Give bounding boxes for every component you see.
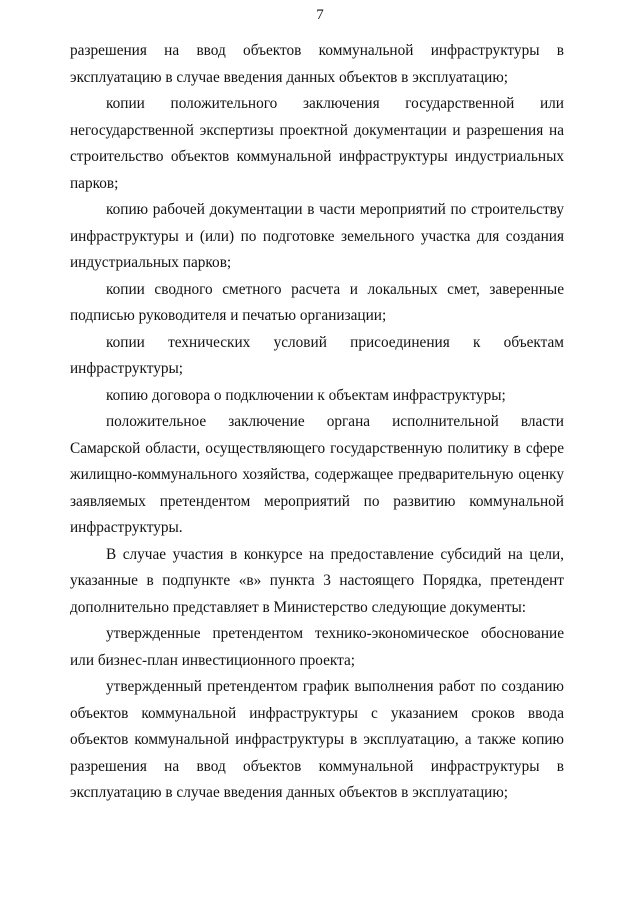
paragraph-7: положительное заключение органа исполнительной власти Самарской области, осуществляющего государственную политику в сфере жилищно-коммунального хозяйства, содержащее предварительную оценку заявляемых претендентом мероприятий по развитию коммунальной инфраструктуры. — [70, 413, 564, 536]
page-number: 7 — [316, 7, 324, 23]
paragraph-10: утвержденный претендентом график выполнения работ по созданию объектов коммунальной инфраструктуры с указанием сроков ввода объектов коммунальной инфраструктуры в эксплуатацию, а также копию разрешения на ввод объектов коммунальной инфраструктуры в эксплуатацию в случае введения данных объектов в эксплуатацию; — [70, 678, 564, 801]
paragraph-4: копии сводного сметного расчета и локальных смет, заверенные подписью руководителя и печатью организации; — [70, 280, 564, 324]
paragraph-6: копию договора о подключении к объектам инфраструктуры; — [106, 386, 506, 404]
paragraph-1: разрешения на ввод объектов коммунальной инфраструктуры в эксплуатацию в случае введения данных объектов в эксплуатацию; — [70, 42, 564, 86]
paragraph-8: В случае участия в конкурсе на предоставление субсидий на цели, указанные в подпункте «в» пункта 3 настоящего Порядка, претендент дополнительно представляет в Министерство следующие документы: — [70, 545, 564, 616]
paragraph-5: копии технических условий присоединения к объектам инфраструктуры; — [70, 333, 564, 377]
paragraph-2: копии положительного заключения государственной или негосударственной экспертизы проектной документации и разрешения на строительство объектов коммунальной инфраструктуры индустриальных парков; — [70, 95, 564, 192]
paragraph-3: копию рабочей документации в части мероприятий по строительству инфраструктуры и (или) по подготовке земельного участка для создания индустриальных парков; — [70, 201, 564, 271]
paragraph-9: утвержденные претендентом технико-экономическое обоснование или бизнес-план инвестиционного проекта; — [70, 625, 564, 669]
document-body — [70, 38, 564, 807]
